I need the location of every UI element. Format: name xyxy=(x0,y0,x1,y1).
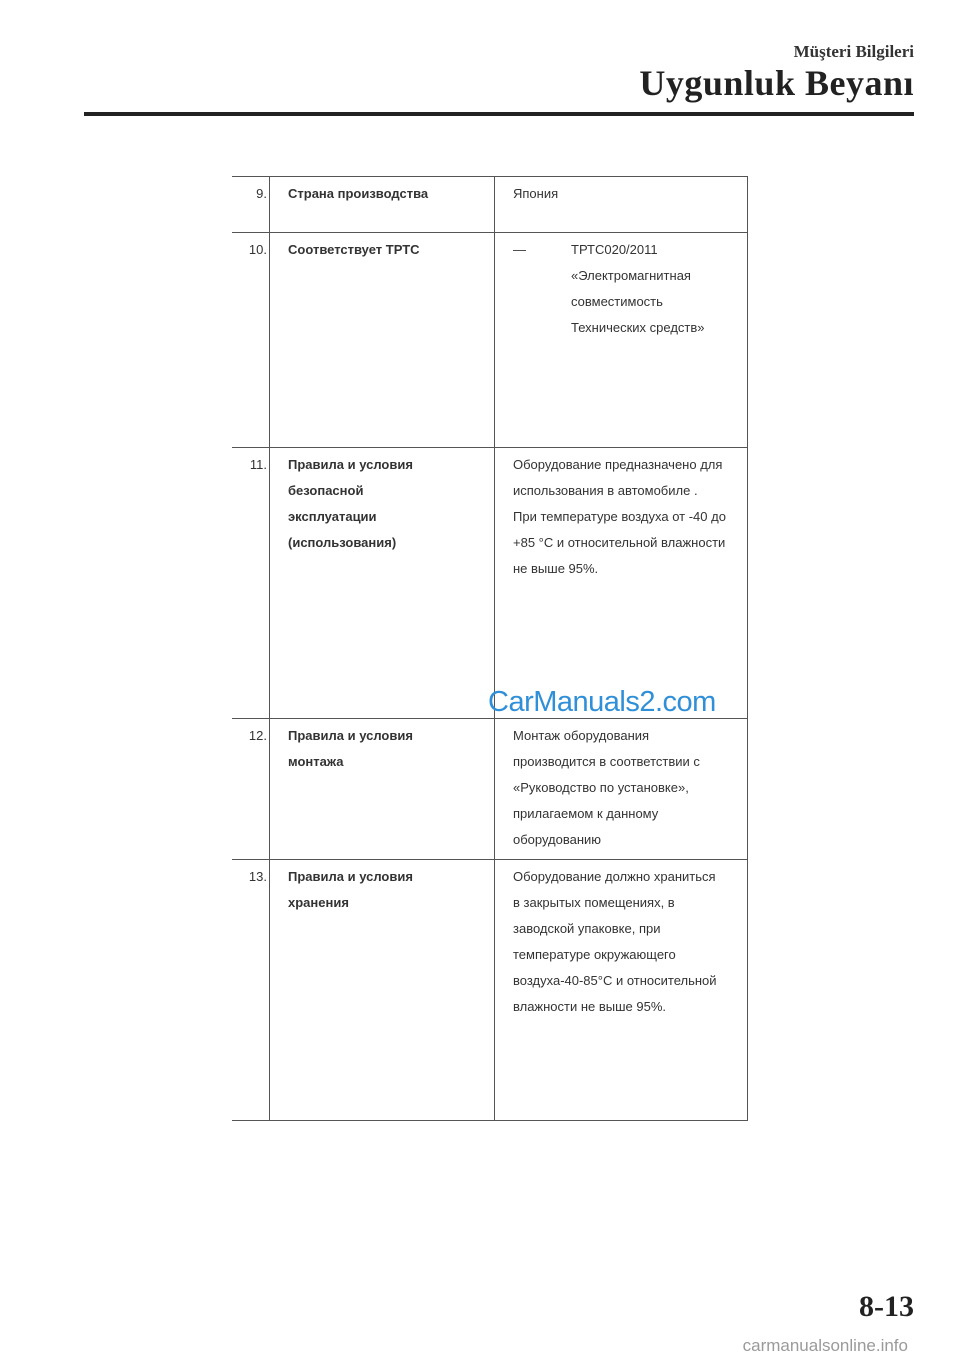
table-row xyxy=(232,233,748,448)
row-value: Монтаж оборудования производится в соответствии с «Руководство по установке», прилагаемом к данному оборудованию xyxy=(495,719,748,860)
footer-watermark: carmanualsonline.info xyxy=(742,1336,908,1355)
page-title: Uygunluk Beyanı xyxy=(639,63,914,103)
header-rule xyxy=(84,112,914,116)
row-label: Соответствует ТРТС xyxy=(270,233,495,448)
row-number: 10. xyxy=(232,233,270,448)
row-value: Оборудование должно храниться в закрытых помещениях, в заводской упаковке, при температуре окружающего воздуха-40-85°С и относительной влажности не выше 95%. xyxy=(495,860,748,1121)
row-label: Страна производства xyxy=(270,177,495,233)
row-number: 13. xyxy=(232,860,270,1121)
row-label: Правила и условия хранения xyxy=(270,860,495,1121)
declaration-table xyxy=(232,176,748,1121)
row-label: Правила и условия безопасной эксплуатации (использования) xyxy=(270,448,495,719)
table-row xyxy=(232,448,748,719)
table-row xyxy=(232,719,748,860)
row-label: Правила и условия монтажа xyxy=(270,719,495,860)
row-value: — ТРТС020/2011 «Электромагнитная совместимость Технических средств» xyxy=(495,233,748,448)
row-number: 12. xyxy=(232,719,270,860)
watermark: CarManuals2.com xyxy=(488,686,716,718)
page-number: 8-13 xyxy=(859,1290,914,1323)
row-number: 11. xyxy=(232,448,270,719)
row-number: 9. xyxy=(232,177,270,233)
dash-mark: — xyxy=(513,242,526,257)
table-row xyxy=(232,860,748,1121)
section-title: Müşteri Bilgileri xyxy=(793,42,914,61)
table-row xyxy=(232,177,748,233)
row-value: Япония xyxy=(495,177,748,233)
row-value: Оборудование предназначено для использования в автомобиле . При температуре воздуха от -40 до +85 °С и относительной влажности не выше 95%. xyxy=(495,448,748,719)
